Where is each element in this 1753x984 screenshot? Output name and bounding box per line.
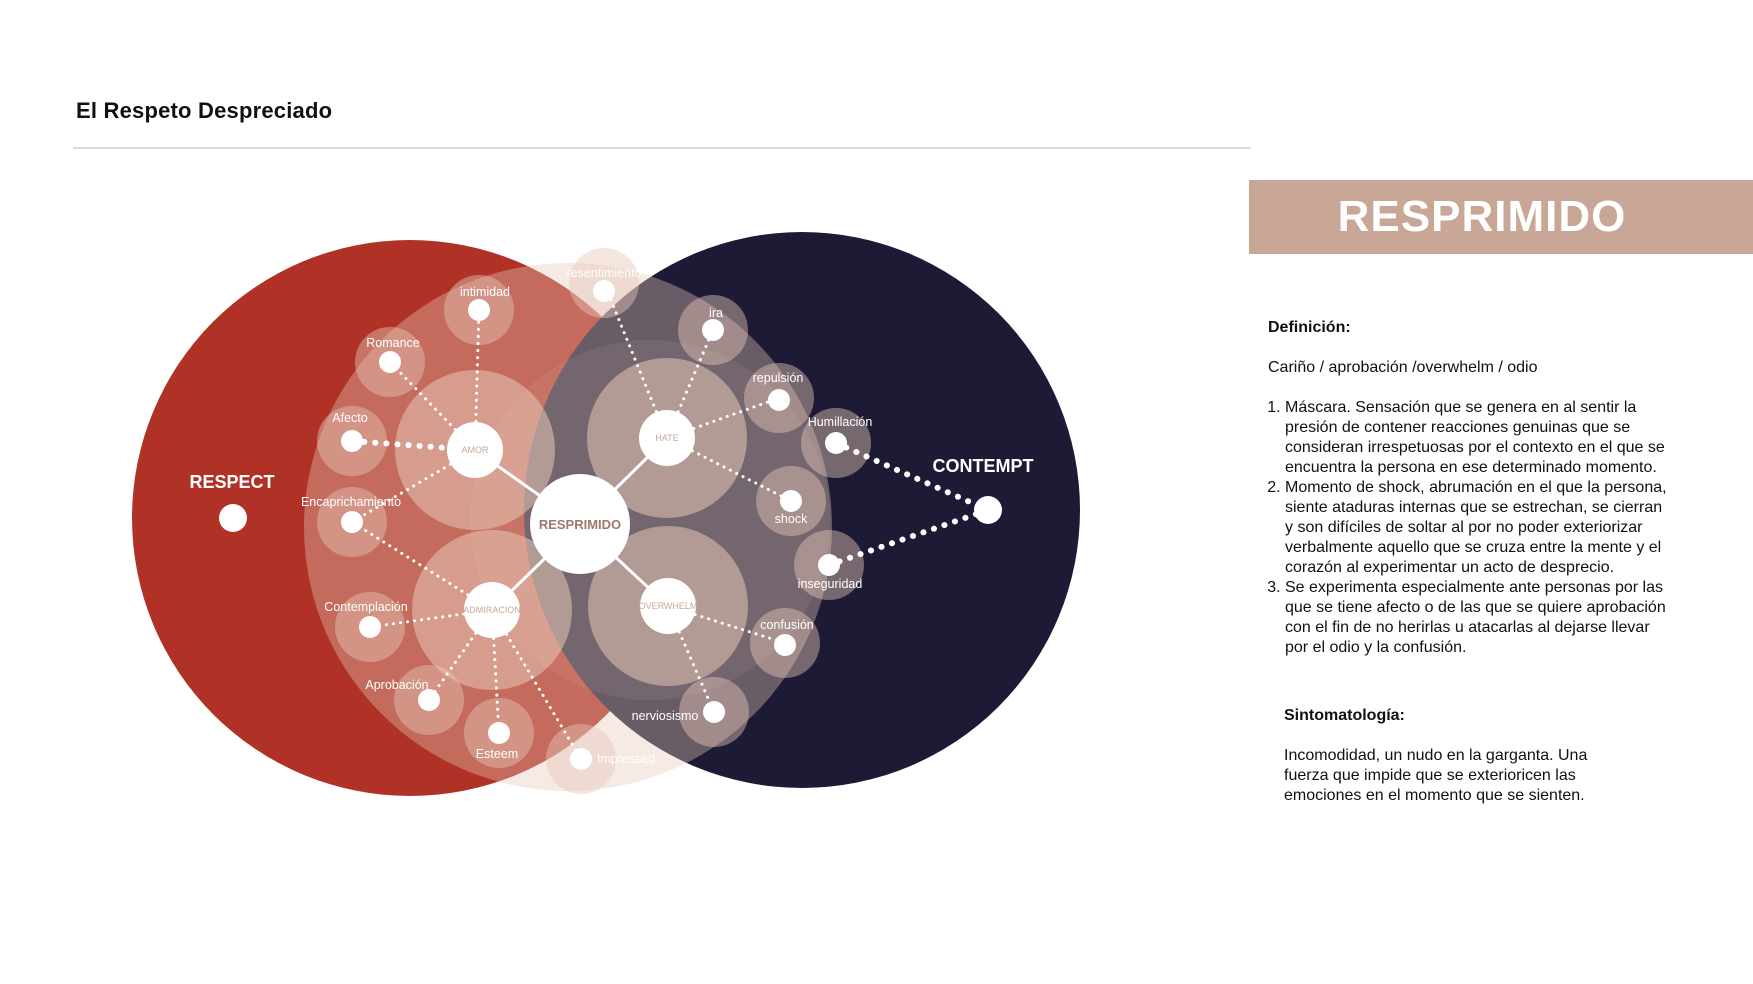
label-inseguridad: inseguridad bbox=[797, 577, 863, 591]
label-aprobacion: Aprobación bbox=[365, 678, 429, 692]
node-aprobacion bbox=[418, 689, 440, 711]
label-repulsion: repulsión bbox=[752, 371, 804, 385]
definition-item: 1. Máscara. Sensación que se genera en al sentir la presión de contener reacciones genuinas que se consideran irrespetuosas por el contexto en el que se encuentra la persona en ese determinado momento. bbox=[1285, 398, 1668, 478]
node-esteem bbox=[488, 722, 510, 744]
label-intimidad: intimidad bbox=[459, 285, 511, 299]
label-humillacion: Humillación bbox=[807, 415, 873, 429]
contempt-label: CONTEMPT bbox=[932, 456, 1034, 476]
label-contemplacion: Contemplación bbox=[324, 600, 408, 614]
node-shock bbox=[780, 490, 802, 512]
node-resentimiento bbox=[593, 280, 615, 302]
banner-title: RESPRIMIDO bbox=[1337, 192, 1627, 241]
label-shock: shock bbox=[774, 512, 808, 526]
definition-panel bbox=[1268, 318, 1668, 806]
label-ira: ira bbox=[709, 306, 723, 320]
definition-item: 2. Momento de shock, abrumación en el que la persona, siente ataduras internas que se estrechan, se cierran y son difíciles de soltar al por no poder exteriorizar verbalmente aquello que se cruza entre la mente y el corazón al experimentar un acto de desprecio. bbox=[1285, 478, 1668, 578]
definition-lead: Cariño / aprobación /overwhelm / odio bbox=[1268, 359, 1538, 376]
node-nerviosismo bbox=[703, 701, 725, 723]
label-esteem: Esteem bbox=[475, 747, 519, 761]
contempt-node bbox=[974, 496, 1002, 524]
center-label: RESPRIMIDO bbox=[538, 517, 622, 532]
node-romance bbox=[379, 351, 401, 373]
title-banner bbox=[1249, 180, 1753, 254]
label-impressed: Impressed bbox=[596, 752, 656, 766]
node-confusion bbox=[774, 634, 796, 656]
node-encaprichamiento bbox=[341, 511, 363, 533]
label-confusion: confusión bbox=[760, 618, 814, 632]
page-title: El Respeto Despreciado bbox=[76, 98, 333, 123]
node-contemplacion bbox=[359, 616, 381, 638]
node-ira bbox=[702, 319, 724, 341]
node-afecto bbox=[341, 430, 363, 452]
definition-title: Definición: bbox=[1268, 319, 1351, 336]
node-impressed bbox=[570, 748, 592, 770]
label-romance: Romance bbox=[366, 336, 420, 350]
node-intimidad bbox=[468, 299, 490, 321]
respect-label: RESPECT bbox=[189, 472, 275, 492]
node-humillacion bbox=[825, 432, 847, 454]
definition-list bbox=[1268, 398, 1668, 658]
symptoms-text: Incomodidad, un nudo en la garganta. Una fuerza que impide que se exterioricen las emociones en el momento que se sienten. bbox=[1284, 747, 1588, 804]
hub-label-overwhelm: OVERWHELM bbox=[638, 601, 698, 611]
definition-item: 3. Se experimenta especialmente ante personas por las que se tiene afecto o de las que se quiere aprobación con el fin de no herirlas u atacarlas al dejarse llevar por el odio y la confusión. bbox=[1285, 578, 1668, 658]
label-nerviosismo: nerviosismo bbox=[631, 709, 699, 723]
symptoms-title: Sintomatología: bbox=[1284, 707, 1405, 724]
respect-node bbox=[219, 504, 247, 532]
label-resentimiento: resentimiento bbox=[566, 266, 642, 280]
node-inseguridad bbox=[818, 554, 840, 576]
node-repulsion bbox=[768, 389, 790, 411]
label-afecto: Afecto bbox=[332, 411, 368, 425]
label-encaprichamiento: Encaprichamiento bbox=[300, 495, 402, 509]
hub-label-hate: HATE bbox=[655, 433, 679, 443]
hub-label-amor: AMOR bbox=[461, 445, 489, 455]
hub-label-admiracion: ADMIRACION bbox=[463, 605, 521, 615]
